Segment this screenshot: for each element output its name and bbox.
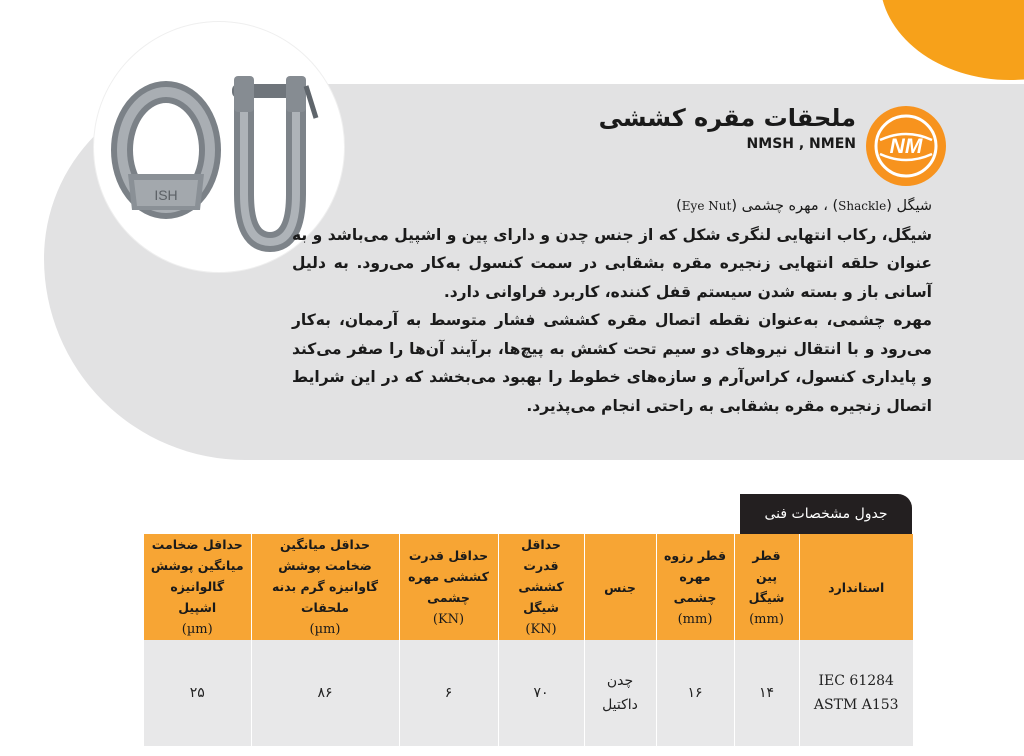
cell-eyenut-strength: ۶ [399, 640, 498, 746]
header-eyenut-strength: حداقل قدرت کششی مهره چشمی (KN) [399, 534, 498, 640]
description [292, 192, 932, 420]
cell-shackle-strength: ۷۰ [498, 640, 584, 746]
cell-material: چدن داکتیل [584, 640, 656, 746]
page-title: ملحقات مقره کششی [598, 104, 856, 132]
header-material: جنس [584, 534, 656, 640]
description-heading: شیگل (Shackle) ، مهره چشمی (Eye Nut) [676, 198, 932, 214]
cell-pin-diameter: ۱۴ [734, 640, 799, 746]
description-paragraph-shackle: شیگل، رکاب انتهایی لنگری شکل که از جنس چدن و دارای پین و اشپیل می‌باشد و به عنوان حلقه انتهایی زنجیره مقره بشقابی در سمت کنسول به‌کار می‌رود. به دلیل آسانی باز و بسته شدن سیستم قفل کننده، کاربرد فراوانی دارد. [292, 225, 932, 301]
header-body-coating: حداقل میانگین ضخامت پوشش گاوانیزه گرم بدنه ملحقات (µm) [251, 534, 399, 640]
description-paragraph-eyenut: مهره چشمی، به‌عنوان نقطه اتصال مقره کششی فشار متوسط به آرممان، به‌کار می‌رود و با انتقال نیروهای دو سیم تحت کشش به پیچ‌ها، برآیند آن‌ها را صفر می‌کند و پایداری کنسول، کراس‌آرم و سازه‌های خطوط را بهبود می‌بخشد که در این شرایط اتصال زنجیره مقره بشقابی به راحتی انجام می‌پذیرد. [292, 311, 932, 415]
header-standard: استاندارد [799, 534, 913, 640]
header-pin-diameter: قطر پین شیگل (mm) [734, 534, 799, 640]
nut-marking: ISH [154, 187, 178, 203]
spec-table [144, 534, 913, 746]
cell-body-coating: ۸۶ [251, 640, 399, 746]
cell-pin-coating: ۲۵ [144, 640, 251, 746]
cell-thread-diameter: ۱۶ [656, 640, 734, 746]
cell-standard: IEC 61284 ASTM A153 [799, 640, 913, 746]
corner-decoration [880, 0, 1024, 80]
logo-icon [866, 106, 946, 186]
header-shackle-strength: حداقل قدرت کششی شیگل (KN) [498, 534, 584, 640]
header-pin-coating: حداقل ضخامت میانگین پوشش گالوانیزه اشپیل (µm) [144, 534, 251, 640]
table-caption: جدول مشخصات فنی [740, 494, 912, 534]
product-codes: NMSH , NMEN [746, 136, 856, 152]
company-logo [866, 106, 946, 186]
header-thread-diameter: قطر رزوه مهره چشمی (mm) [656, 534, 734, 640]
logo-text: NM [889, 135, 923, 158]
table-row [144, 640, 913, 746]
table-header-row [144, 534, 913, 640]
